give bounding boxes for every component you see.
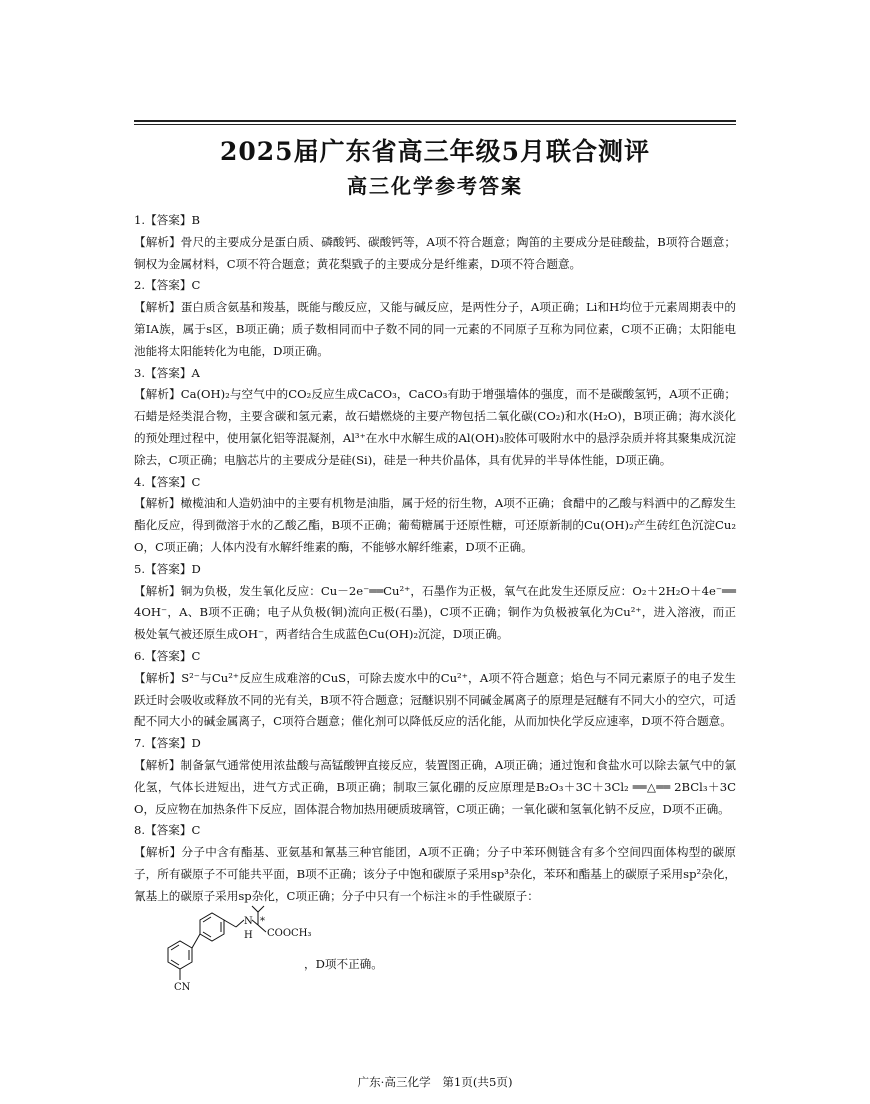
question-8 [134,820,736,999]
answer-line: 1.【答案】B [134,213,200,227]
explanation-text: 【解析】制备氯气通常使用浓盐酸与高锰酸钾直接反应，装置图正确，A项正确；通过饱和食盐水可以除去氯气中的氯化氢，气体长进短出，进气方式正确，B项正确；制取三氯化硼的反应原理是B₂O₃＋3C＋3Cl₂ ══△══ 2BCl₃＋3CO，反应物在加热条件下反应，固体混合物加热用硬质玻璃管，C项正确；一氧化碳和氢氧化钠不反应，D项不正确。 [134,757,736,816]
explanation-text: 【解析】S²⁻与Cu²⁺反应生成难溶的CuS，可除去废水中的Cu²⁺，A项不符合题意；焰色与不同元素原子的电子发生跃迁时会吸收或释放不同的光有关，B项不符合题意；冠醚识别不同碱金属离子的原理是冠醚有不同大小的空穴，可适配不同大小的碱金属离子，C项符合题意；催化剂可以降低反应的活化能，从而加快化学反应速率，D项不符合题意。 [134,670,736,729]
question-7 [134,733,736,820]
answer-line: 2.【答案】C [134,278,201,293]
page-footer: 广东·高三化学 第1页(共5页) [357,1075,513,1089]
molecule-diagram [148,910,312,1000]
answer-line: 7.【答案】D [134,736,201,751]
answer-line: 6.【答案】C [134,648,201,663]
answer-line: 3.【答案】A [134,365,200,380]
molecule-label-h: H [244,929,253,941]
answer-list [134,210,736,1000]
explanation-text: 【解析】铜为负极，发生氧化反应：Cu－2e⁻══Cu²⁺，石墨作为正极，氧气在此发生还原反应：O₂＋2H₂O＋4e⁻══4OH⁻，A、B项不正确；电子从负极(铜)流向正极(石墨)，C项不正确；铜作为负极被氧化为Cu²⁺，进入溶液，而正极处氧气被还原生成OH⁻，两者结合生成蓝色Cu(OH)₂沉淀，D项正确。 [134,583,736,642]
explanation-text: 【解析】Ca(OH)₂与空气中的CO₂反应生成CaCO₃，CaCO₃有助于增强墙体的强度，而不是碳酸氢钙，A项不正确；石蜡是烃类混合物，主要含碳和氢元素，故石蜡燃烧的主要产物包括二氧化碳(CO₂)和水(H₂O)，B项正确；海水淡化的预处理过程中，使用氯化铝等混凝剂，Al³⁺在水中水解生成的Al(OH)₃胶体可吸附水中的悬浮杂质并将其聚集成沉淀除去，C项正确；电脑芯片的主要成分是硅(Si)，硅是一种共价晶体，具有优异的半导体性能，D项正确。 [134,387,736,467]
header-rule-thick [134,120,736,122]
explanation-text: 【解析】蛋白质含氨基和羧基，既能与酸反应，又能与碱反应，是两性分子，A项正确；Li和H均位于元素周期表中的第ⅠA族，属于s区，B项正确；质子数相同而中子数不同的同一元素的不同原子互称为同位素，C项不正确；太阳能电池能将太阳能转化为电能，D项正确。 [134,300,736,358]
header-rule-thin [134,124,736,125]
molecule-label-chiral: * [260,915,265,927]
molecule-label-cn: CN [174,981,191,993]
question-2 [134,275,736,362]
page-title: 2025届广东省高三年级5月联合测评 [220,137,650,166]
question-3 [134,363,736,472]
molecule-structure [134,910,736,1000]
molecule-label-ester: COOCH₃ [267,927,312,939]
explanation-text: 【解析】骨尺的主要成分是蛋白质、磷酸钙、碳酸钙等，A项不符合题意；陶笛的主要成分是硅酸盐，B项符合题意；铜权为金属材料，C项不符合题意；黄花梨戥子的主要成分是纤维素，D项不符合题意。 [134,234,736,271]
explanation-text: 【解析】橄榄油和人造奶油中的主要有机物是油脂，属于烃的衍生物，A项不正确；食醋中的乙酸与料酒中的乙醇发生酯化反应，得到微溶于水的乙酸乙酯，B项不正确；葡萄糖属于还原性糖，可还原新制的Cu(OH)₂产生砖红色沉淀Cu₂O，C项正确；人体内没有水解纤维素的酶，不能够水解纤维素，D项不正确。 [134,496,736,554]
question-6 [134,646,736,733]
answer-line: 5.【答案】D [134,561,201,576]
question-1 [134,210,736,275]
answer-line: 8.【答案】C [134,823,201,838]
explanation-text: 【解析】分子中含有酯基、亚氨基和氰基三种官能团，A项不正确；分子中苯环侧链含有多个空间四面体构型的碳原子，所有碳原子不可能共平面，B项不正确；该分子中饱和碳原子采用sp³杂化，苯环和酯基上的碳原子采用sp²杂化，氰基上的碳原子采用sp杂化，C项正确；分子中只有一个标注＊的手性碳原子： [134,845,736,903]
question-4 [134,472,736,559]
molecule-label-n: N [244,915,253,927]
page-subtitle: 高三化学参考答案 [347,174,523,198]
molecule-suffix-text: ，D项不正确。 [304,956,383,971]
answer-line: 4.【答案】C [134,474,201,489]
question-5 [134,559,736,646]
